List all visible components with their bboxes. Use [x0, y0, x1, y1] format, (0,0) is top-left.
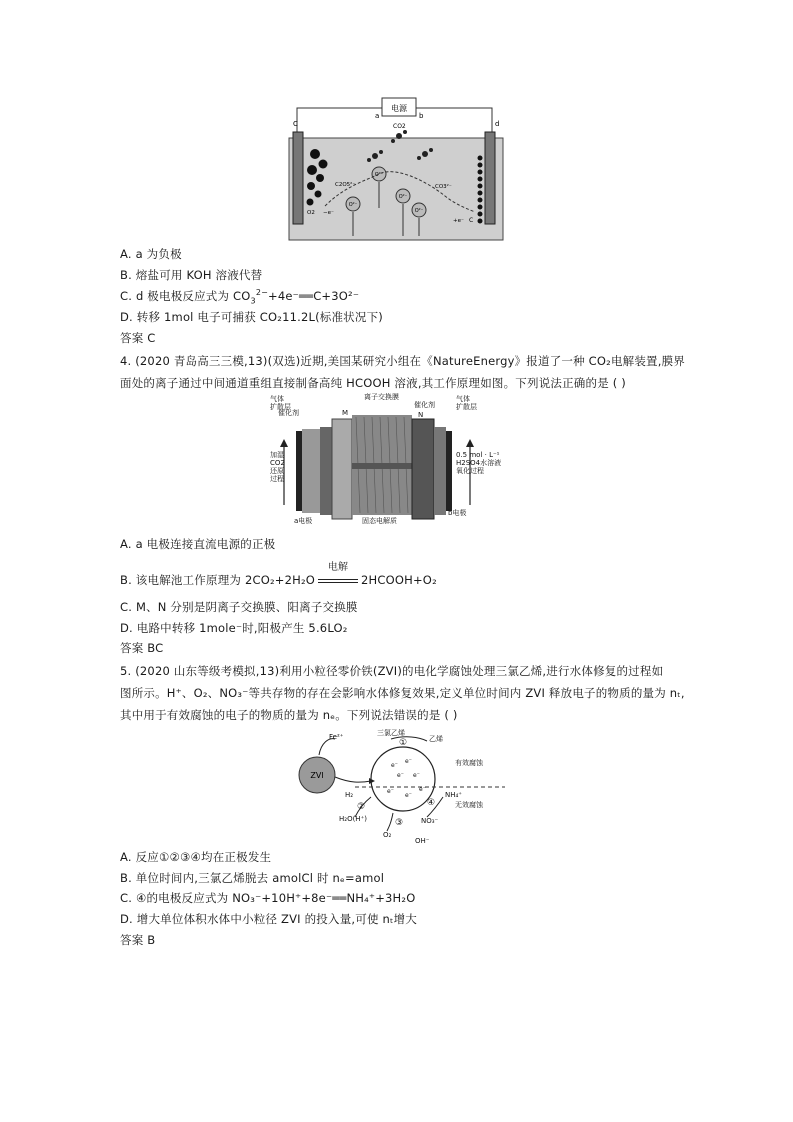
q3-option-a: A. a 为负极	[120, 247, 182, 261]
svg-text:0.5 mol · L⁻¹H2SO4水溶液氧化过程: 0.5 mol · L⁻¹ H2SO4水溶液氧化过程	[456, 451, 502, 475]
q4-option-c: C. M、N 分别是阴离子交换膜、阳离子交换膜	[120, 600, 358, 614]
svg-text:气体扩散层: 气体扩散层	[270, 395, 291, 411]
q5-stem-line1: 5. (2020 山东等级考模拟,13)利用小粒径零价铁(ZVI)的电化学腐蚀处理三氯乙烯,进行水体修复的过程如	[120, 664, 664, 678]
q5-option-b: B. 单位时间内,三氯乙烯脱去 amolCl 时 nₑ=amol	[120, 871, 385, 885]
svg-text:e⁻: e⁻	[397, 772, 404, 779]
svg-text:C: C	[293, 120, 298, 128]
svg-text:②: ②	[357, 802, 366, 812]
svg-text:e⁻: e⁻	[419, 786, 426, 793]
svg-text:e⁻: e⁻	[413, 772, 420, 779]
q5-stem-line3: 其中用于有效腐蚀的电子的物质的量为 nₑ。下列说法错误的是 ( )	[120, 708, 458, 722]
q5-answer: 答案 B	[120, 933, 156, 947]
q4-stem-line1: 4. (2020 青岛高三三模,13)(双选)近期,美国某研究小组在《NatureEnergy》报道了一种 CO₂电解装置,膜界	[120, 354, 685, 368]
svg-text:④: ④	[427, 798, 436, 808]
svg-text:C2O5²⁻: C2O5²⁻	[335, 182, 356, 188]
svg-text:H₂O(H⁺): H₂O(H⁺)	[339, 815, 367, 823]
svg-text:e⁻: e⁻	[405, 792, 412, 799]
q4-option-a: A. a 电极连接直流电源的正极	[120, 537, 276, 551]
svg-text:+e⁻: +e⁻	[453, 218, 464, 224]
svg-text:①: ①	[399, 738, 408, 748]
svg-text:a电极: a电极	[294, 517, 313, 525]
svg-text:CO3²⁻: CO3²⁻	[435, 184, 452, 190]
q3-option-d: D. 转移 1mol 电子可捕获 CO₂11.2L(标准状况下)	[120, 310, 383, 324]
svg-text:b电极: b电极	[448, 509, 467, 517]
svg-text:Fe²⁺: Fe²⁺	[329, 733, 344, 741]
svg-text:固态电解质: 固态电解质	[362, 517, 397, 525]
svg-text:O²⁻: O²⁻	[348, 202, 358, 208]
svg-text:O²⁻: O²⁻	[398, 194, 408, 200]
svg-text:催化剂: 催化剂	[414, 401, 435, 409]
svg-text:O2: O2	[307, 210, 315, 216]
svg-text:乙烯: 乙烯	[429, 735, 443, 743]
svg-text:e⁻: e⁻	[391, 762, 398, 769]
svg-text:NO₃⁻: NO₃⁻	[421, 817, 439, 825]
svg-text:M: M	[342, 409, 349, 417]
q5-stem-line2: 图所示。H⁺、O₂、NO₃⁻等共存物的存在会影响水体修复效果,定义单位时间内 ZVI 释放电子的物质的量为 nₜ,	[120, 686, 685, 700]
svg-text:O²⁻: O²⁻	[374, 172, 384, 178]
svg-text:加湿CO2还原过程: 加湿 CO2 还原过程	[270, 451, 285, 483]
svg-text:无效腐蚀: 无效腐蚀	[455, 801, 483, 809]
q5-option-d: D. 增大单位体积水体中小粒径 ZVI 的投入量,可使 nₜ增大	[120, 912, 418, 926]
svg-text:离子交换膜: 离子交换膜	[364, 393, 399, 401]
svg-text:a: a	[375, 112, 380, 120]
q4-answer: 答案 BC	[120, 641, 164, 655]
q5-option-c: C. ④的电极反应式为 NO₃⁻+10H⁺+8e⁻══NH₄⁺+3H₂O	[120, 891, 416, 905]
svg-text:C: C	[469, 217, 474, 224]
svg-text:三氯乙烯: 三氯乙烯	[377, 729, 405, 737]
svg-text:N: N	[418, 411, 424, 419]
svg-text:e⁻: e⁻	[387, 788, 394, 795]
svg-text:有效腐蚀: 有效腐蚀	[455, 759, 483, 767]
q3-answer: 答案 C	[120, 331, 156, 345]
svg-text:H₂: H₂	[345, 791, 354, 799]
q5-option-a: A. 反应①②③④均在正极发生	[120, 850, 272, 864]
zvi-corrosion-figure	[295, 727, 510, 847]
svg-text:NH₄⁺: NH₄⁺	[445, 791, 463, 799]
svg-text:O₂: O₂	[383, 831, 392, 839]
svg-text:气体扩散层: 气体扩散层	[456, 395, 477, 411]
svg-text:CO2: CO2	[393, 123, 406, 130]
co2-electrolysis-device-figure	[270, 393, 502, 526]
svg-text:OH⁻: OH⁻	[415, 837, 430, 845]
svg-text:e⁻: e⁻	[405, 758, 412, 765]
q4-stem-line2: 面处的离子通过中间通道重组直接制备高纯 HCOOH 溶液,其工作原理如图。下列说法正确的是 ( )	[120, 376, 626, 390]
svg-text:③: ③	[395, 818, 404, 828]
svg-text:d: d	[495, 120, 500, 128]
svg-text:b: b	[419, 112, 424, 120]
svg-text:O²⁻: O²⁻	[414, 208, 424, 214]
svg-text:ZVI: ZVI	[310, 771, 324, 780]
q4-option-b: B. 该电解池工作原理为 2CO₂+2H₂O 电解 2HCOOH+O₂	[120, 562, 437, 587]
electrolysis-cell-figure	[285, 96, 510, 244]
q3-option-b: B. 熔盐可用 KOH 溶液代替	[120, 268, 263, 282]
power-source-label: 电源	[391, 104, 407, 113]
svg-text:−e⁻: −e⁻	[323, 210, 334, 216]
q3-option-c: C. d 极电极反应式为 $CO_3^{2-}+4e^-══C+3O^{2-}$	[120, 288, 360, 306]
q4-option-d: D. 电路中转移 1mole⁻时,阳极产生 5.6LO₂	[120, 621, 348, 635]
svg-text:催化剂: 催化剂	[278, 409, 299, 417]
